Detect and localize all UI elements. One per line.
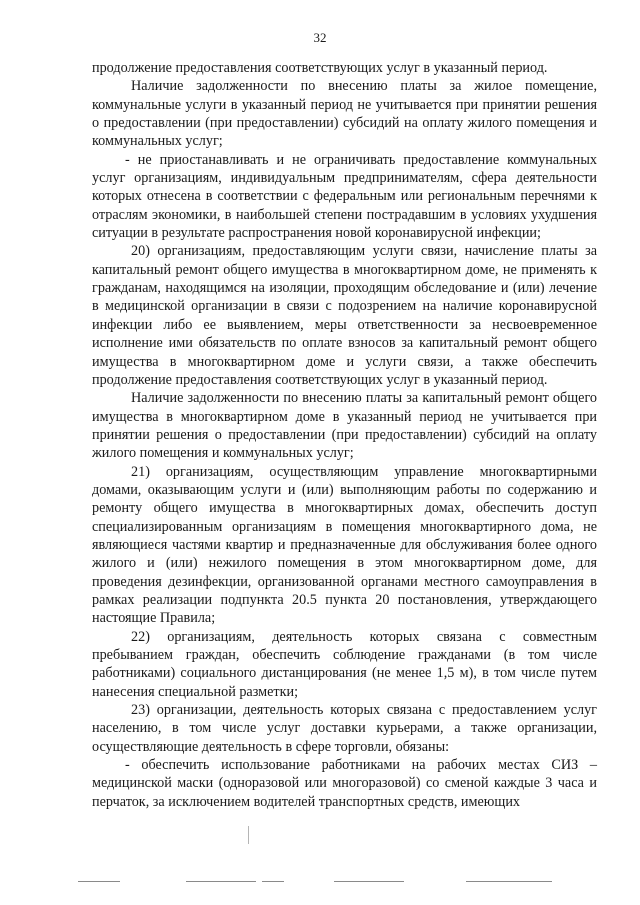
document-body <box>92 59 597 811</box>
paragraph-item-23: 23) организации, деятельность которых связана с предоставлением услуг населению, в том числе услуг доставки курьерами, а также организации, осуществляющие деятельность в сфере торговли, обязаны: <box>92 702 597 755</box>
page-number: 32 <box>313 30 327 45</box>
paragraph-ppe-masks: - обеспечить использование работниками на рабочих местах СИЗ – медицинской маски (одноразовой или многоразовой) со сменой каждые 3 часа и перчаток, за исключением водителей транспортных средств, имеющих <box>92 757 597 810</box>
footer-line-middle <box>262 881 284 882</box>
footer-line-left <box>78 881 120 882</box>
footer-line-center <box>334 881 404 882</box>
paragraph-utilities-not-suspend: - не приостанавливать и не ограничивать предоставление коммунальных услуг организациям, индивидуальным предпринимателям, сфера деятельности которых отнесена в соответствии с федеральным или региональным перечнями к отраслям экономики, в наибольшей степени пострадавшим в условиях ухудшения ситуации в результате распространения новой коронавирусной инфекции; <box>92 151 597 242</box>
scan-artifact-tick <box>248 826 249 844</box>
paragraph-item-22: 22) организациям, деятельность которых связана с совместным пребыванием граждан, обеспечить соблюдение гражданами (в том числе работниками) социального дистанцирования (не менее 1,5 м), в том числе путем нанесения специальной разметки; <box>92 628 597 700</box>
paragraph-debt-capital-repair: Наличие задолженности по внесению платы за капитальный ремонт общего имущества в многоквартирном доме в указанный период не учитывается при принятии решения о предоставлении (при предоставлении) субсидий на оплату жилого помещения и коммунальных услуг; <box>92 390 597 462</box>
paragraph-continuation: продолжение предоставления соответствующих услуг в указанный период. <box>92 60 548 76</box>
paragraph-item-21: 21) организациям, осуществляющим управление многоквартирными домами, оказывающим услуги и (или) выполняющим работы по содержанию и ремонту общего имущества в многоквартирных домах, обеспечить доступ специализированным организациям в помещения многоквартирного дома, не являющиеся частями квартир и предназначенные для обслуживания более одного жилого и (или) нежилого помещения в этом многоквартирном доме, для проведения дезинфекции, организованной органами местного самоуправления в рамках реализации подпункта 20.5 пункта 20 постановления, утверждающего настоящие Правила; <box>92 463 597 627</box>
paragraph-item-20: 20) организациям, предоставляющим услуги связи, начисление платы за капитальный ремонт общего имущества в многоквартирном доме, не применять к гражданам, находящимся на изоляции, проходящим обследование и (или) лечение в медицинской организации в связи с подозрением на наличие коронавирусной инфекции либо ее выявлением, меры ответственности за несвоевременное исполнение ими обязательств по оплате взносов за капитальный ремонт общего имущества в многоквартирном доме и услуги связи, а также обеспечить продолжение предоставления соответствующих услуг в указанный период. <box>92 243 597 388</box>
footer-line-right <box>466 881 552 882</box>
paragraph-debt-housing: Наличие задолженности по внесению платы за жилое помещение, коммунальные услуги в указанный период не учитывается при принятии решения о предоставлении (при предоставлении) субсидий на оплату жилого помещения и коммунальных услуг; <box>92 78 597 150</box>
footer-line-middle-left <box>186 881 256 882</box>
footer-scan-marks <box>0 876 640 888</box>
